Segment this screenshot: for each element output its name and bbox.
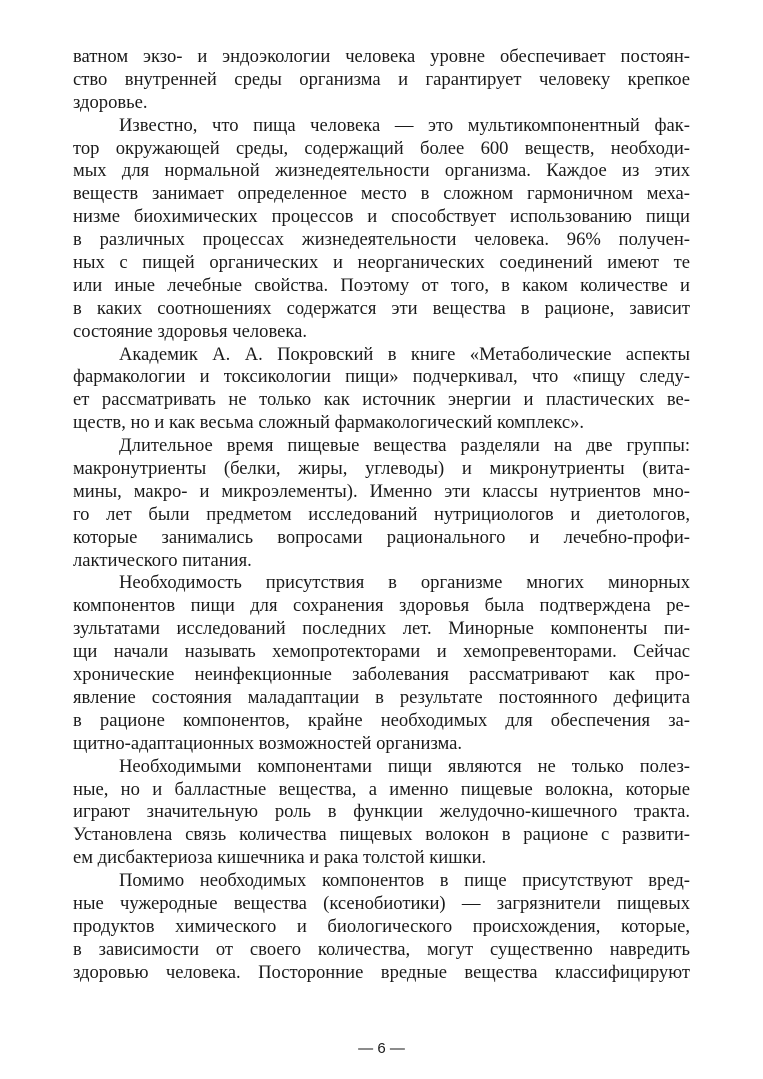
text-line: Академик А. А. Покровский в книге «Метаболические аспекты: [119, 343, 690, 365]
text-line: в каких соотношениях содержатся эти вещества в рационе, зависит: [73, 297, 690, 319]
paragraph: [73, 115, 690, 344]
text-line: зультатами исследований последних лет. Минорные компоненты пи-: [73, 618, 690, 640]
text-line: Установлена связь количества пищевых волокон в рационе с развити-: [73, 824, 690, 846]
text-line: Необходимость присутствия в организме многих минорных: [119, 572, 690, 594]
text-line: явление состояния маладаптации в результате постоянного дефицита: [73, 686, 690, 708]
text-line: здоровье.: [73, 91, 148, 113]
text-line: которые занимались вопросами рационального и лечебно-профи-: [73, 526, 690, 548]
text-line: щи начали называть хемопротекторами и хемопревенторами. Сейчас: [73, 641, 690, 663]
text-line: лактического питания.: [73, 549, 252, 571]
text-line: мины, макро- и микроэлементы). Именно эти классы нутриентов мно-: [73, 480, 690, 502]
text-line: продуктов химического и биологического происхождения, которые,: [73, 915, 690, 937]
text-line: компонентов пищи для сохранения здоровья была подтверждена ре-: [73, 595, 690, 617]
text-line: хронические неинфекционные заболевания рассматривают как про-: [73, 664, 690, 686]
text-line: го лет были предметом исследований нутрициологов и диетологов,: [73, 503, 690, 525]
paragraph: [73, 870, 690, 984]
text-line: ных с пищей органических и неорганических соединений имеют те: [73, 252, 690, 274]
text-line: тор окружающей среды, содержащий более 600 веществ, необходи-: [73, 137, 690, 159]
text-line: Известно, что пища человека — это мультикомпонентный фак-: [119, 114, 690, 136]
paragraph: [73, 46, 690, 115]
text-line: в различных процессах жизнедеятельности человека. 96% получен-: [73, 229, 690, 251]
text-line: состояние здоровья человека.: [73, 320, 308, 342]
paragraph: [73, 435, 690, 572]
page-number: — 6 —: [358, 1040, 405, 1057]
text-line: в рационе компонентов, крайне необходимых для обеспечения за-: [73, 709, 690, 731]
text-line: ные, но и балластные вещества, а именно пищевые волокна, которые: [73, 778, 690, 800]
text-line: ем дисбактериоза кишечника и рака толстой кишки.: [73, 847, 487, 869]
text-line: Необходимыми компонентами пищи являются не только полез-: [119, 755, 690, 777]
text-line: в зависимости от своего количества, могут существенно навредить: [73, 938, 690, 960]
text-line: играют значительную роль в функции желудочно-кишечного тракта.: [73, 801, 690, 823]
text-line: или иные лечебные свойства. Поэтому от того, в каком количестве и: [73, 274, 690, 296]
text-line: здоровью человека. Посторонние вредные вещества классифицируют: [73, 961, 690, 983]
text-line: ществ, но и как весьма сложный фармакологический комплекс».: [73, 412, 585, 434]
text-line: ство внутренней среды организма и гарантирует человеку крепкое: [73, 68, 690, 90]
text-line: ватном экзо- и эндоэкологии человека уровне обеспечивает постоян-: [73, 46, 690, 67]
paragraph: [73, 756, 690, 870]
text-line: веществ занимает определенное место в сложном гармоничном меха-: [73, 183, 690, 205]
text-line: ные чужеродные вещества (ксенобиотики) — загрязнители пищевых: [73, 892, 690, 914]
text-line: низме биохимических процессов и способствует использованию пищи: [73, 206, 690, 228]
paragraph: [73, 344, 690, 436]
text-line: фармакологии и токсикологии пищи» подчеркивал, что «пищу следу-: [73, 366, 690, 388]
text-line: Длительное время пищевые вещества разделяли на две группы:: [119, 435, 690, 457]
text-line: макронутриенты (белки, жиры, углеводы) и микронутриенты (вита-: [73, 458, 690, 480]
text-line: Помимо необходимых компонентов в пище присутствуют вред-: [119, 870, 690, 892]
text-line: щитно-адаптационных возможностей организма.: [73, 732, 463, 754]
text-line: ет рассматривать не только как источник энергии и пластических ве-: [73, 389, 690, 411]
paragraph: [73, 572, 690, 755]
text-line: мых для нормальной жизнедеятельности организма. Каждое из этих: [73, 160, 690, 182]
page-body: [73, 46, 690, 1036]
